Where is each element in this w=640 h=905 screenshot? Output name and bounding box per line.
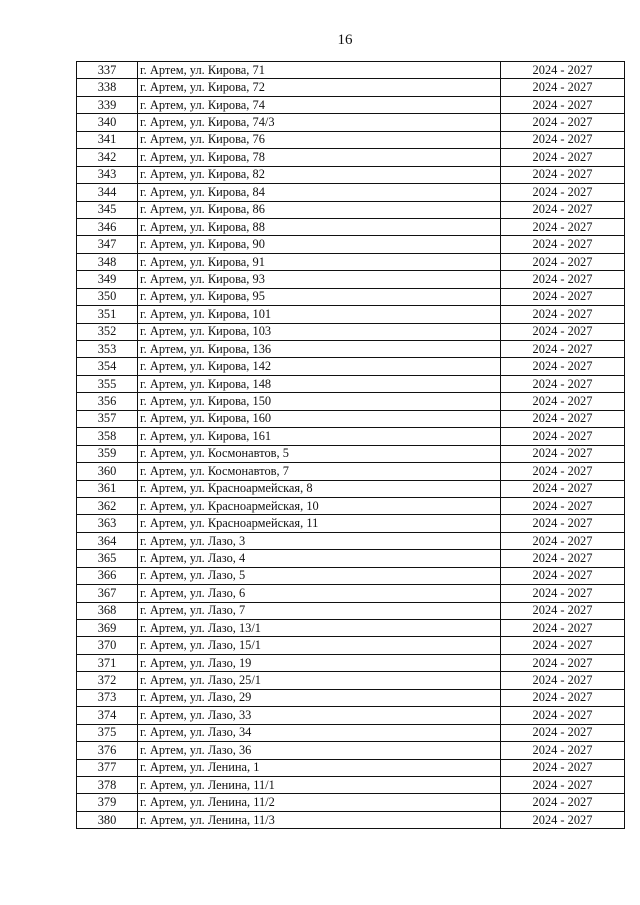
address-cell: г. Артем, ул. Красноармейская, 10: [138, 497, 501, 514]
period-cell: 2024 - 2027: [501, 236, 625, 253]
table-row: [77, 759, 625, 776]
table-row: [77, 393, 625, 410]
row-number-cell: 357: [77, 410, 138, 427]
table-row: [77, 96, 625, 113]
table-row: [77, 218, 625, 235]
row-number-cell: 373: [77, 689, 138, 706]
table-row: [77, 445, 625, 462]
row-number-cell: 372: [77, 672, 138, 689]
table-row: [77, 515, 625, 532]
table-row: [77, 724, 625, 741]
row-number-cell: 351: [77, 306, 138, 323]
address-cell: г. Артем, ул. Красноармейская, 8: [138, 480, 501, 497]
period-cell: 2024 - 2027: [501, 811, 625, 828]
period-cell: 2024 - 2027: [501, 620, 625, 637]
row-number-cell: 369: [77, 620, 138, 637]
address-cell: г. Артем, ул. Кирова, 72: [138, 79, 501, 96]
row-number-cell: 362: [77, 497, 138, 514]
table-row: [77, 585, 625, 602]
table-row: [77, 271, 625, 288]
row-number-cell: 338: [77, 79, 138, 96]
address-cell: г. Артем, ул. Кирова, 78: [138, 149, 501, 166]
table-row: [77, 532, 625, 549]
period-cell: 2024 - 2027: [501, 131, 625, 148]
period-cell: 2024 - 2027: [501, 480, 625, 497]
address-cell: г. Артем, ул. Кирова, 74: [138, 96, 501, 113]
table-row: [77, 480, 625, 497]
period-cell: 2024 - 2027: [501, 724, 625, 741]
address-cell: г. Артем, ул. Кирова, 93: [138, 271, 501, 288]
address-cell: г. Артем, ул. Кирова, 86: [138, 201, 501, 218]
period-cell: 2024 - 2027: [501, 428, 625, 445]
period-cell: 2024 - 2027: [501, 288, 625, 305]
period-cell: 2024 - 2027: [501, 585, 625, 602]
period-cell: 2024 - 2027: [501, 707, 625, 724]
row-number-cell: 361: [77, 480, 138, 497]
table-row: [77, 689, 625, 706]
period-cell: 2024 - 2027: [501, 253, 625, 270]
address-cell: г. Артем, ул. Кирова, 71: [138, 62, 501, 79]
period-cell: 2024 - 2027: [501, 375, 625, 392]
row-number-cell: 367: [77, 585, 138, 602]
period-cell: 2024 - 2027: [501, 184, 625, 201]
address-cell: г. Артем, ул. Ленина, 11/3: [138, 811, 501, 828]
period-cell: 2024 - 2027: [501, 201, 625, 218]
address-cell: г. Артем, ул. Кирова, 84: [138, 184, 501, 201]
address-table: [76, 61, 625, 829]
address-cell: г. Артем, ул. Космонавтов, 7: [138, 463, 501, 480]
row-number-cell: 375: [77, 724, 138, 741]
table-row: [77, 306, 625, 323]
row-number-cell: 343: [77, 166, 138, 183]
period-cell: 2024 - 2027: [501, 306, 625, 323]
table-row: [77, 776, 625, 793]
period-cell: 2024 - 2027: [501, 218, 625, 235]
period-cell: 2024 - 2027: [501, 463, 625, 480]
address-cell: г. Артем, ул. Лазо, 36: [138, 742, 501, 759]
address-cell: г. Артем, ул. Ленина, 1: [138, 759, 501, 776]
row-number-cell: 359: [77, 445, 138, 462]
row-number-cell: 337: [77, 62, 138, 79]
table-row: [77, 114, 625, 131]
row-number-cell: 339: [77, 96, 138, 113]
address-cell: г. Артем, ул. Кирова, 161: [138, 428, 501, 445]
period-cell: 2024 - 2027: [501, 515, 625, 532]
period-cell: 2024 - 2027: [501, 271, 625, 288]
period-cell: 2024 - 2027: [501, 550, 625, 567]
table-body: [77, 62, 625, 829]
period-cell: 2024 - 2027: [501, 497, 625, 514]
address-cell: г. Артем, ул. Лазо, 6: [138, 585, 501, 602]
address-cell: г. Артем, ул. Лазо, 34: [138, 724, 501, 741]
address-cell: г. Артем, ул. Кирова, 136: [138, 341, 501, 358]
row-number-cell: 349: [77, 271, 138, 288]
period-cell: 2024 - 2027: [501, 149, 625, 166]
period-cell: 2024 - 2027: [501, 445, 625, 462]
address-cell: г. Артем, ул. Ленина, 11/1: [138, 776, 501, 793]
row-number-cell: 366: [77, 567, 138, 584]
address-cell: г. Артем, ул. Красноармейская, 11: [138, 515, 501, 532]
table-row: [77, 811, 625, 828]
row-number-cell: 370: [77, 637, 138, 654]
address-cell: г. Артем, ул. Кирова, 82: [138, 166, 501, 183]
table-row: [77, 201, 625, 218]
period-cell: 2024 - 2027: [501, 62, 625, 79]
row-number-cell: 364: [77, 532, 138, 549]
row-number-cell: 358: [77, 428, 138, 445]
table-row: [77, 620, 625, 637]
table-row: [77, 149, 625, 166]
address-cell: г. Артем, ул. Кирова, 103: [138, 323, 501, 340]
period-cell: 2024 - 2027: [501, 166, 625, 183]
address-cell: г. Артем, ул. Кирова, 150: [138, 393, 501, 410]
row-number-cell: 347: [77, 236, 138, 253]
row-number-cell: 365: [77, 550, 138, 567]
table-row: [77, 184, 625, 201]
row-number-cell: 353: [77, 341, 138, 358]
period-cell: 2024 - 2027: [501, 689, 625, 706]
address-cell: г. Артем, ул. Лазо, 33: [138, 707, 501, 724]
table-row: [77, 672, 625, 689]
table-row: [77, 79, 625, 96]
row-number-cell: 354: [77, 358, 138, 375]
row-number-cell: 342: [77, 149, 138, 166]
row-number-cell: 348: [77, 253, 138, 270]
row-number-cell: 380: [77, 811, 138, 828]
period-cell: 2024 - 2027: [501, 358, 625, 375]
period-cell: 2024 - 2027: [501, 532, 625, 549]
address-cell: г. Артем, ул. Лазо, 15/1: [138, 637, 501, 654]
address-cell: г. Артем, ул. Кирова, 91: [138, 253, 501, 270]
row-number-cell: 341: [77, 131, 138, 148]
table-row: [77, 463, 625, 480]
table-row: [77, 637, 625, 654]
period-cell: 2024 - 2027: [501, 776, 625, 793]
address-cell: г. Артем, ул. Лазо, 5: [138, 567, 501, 584]
period-cell: 2024 - 2027: [501, 672, 625, 689]
row-number-cell: 345: [77, 201, 138, 218]
period-cell: 2024 - 2027: [501, 602, 625, 619]
page-number: 16: [337, 32, 353, 48]
period-cell: 2024 - 2027: [501, 410, 625, 427]
row-number-cell: 355: [77, 375, 138, 392]
period-cell: 2024 - 2027: [501, 341, 625, 358]
address-cell: г. Артем, ул. Кирова, 101: [138, 306, 501, 323]
address-cell: г. Артем, ул. Лазо, 7: [138, 602, 501, 619]
row-number-cell: 360: [77, 463, 138, 480]
address-cell: г. Артем, ул. Кирова, 74/3: [138, 114, 501, 131]
table-row: [77, 341, 625, 358]
table-row: [77, 131, 625, 148]
period-cell: 2024 - 2027: [501, 79, 625, 96]
row-number-cell: 352: [77, 323, 138, 340]
table-row: [77, 567, 625, 584]
period-cell: 2024 - 2027: [501, 96, 625, 113]
address-cell: г. Артем, ул. Кирова, 148: [138, 375, 501, 392]
table-row: [77, 253, 625, 270]
table-row: [77, 62, 625, 79]
row-number-cell: 378: [77, 776, 138, 793]
address-cell: г. Артем, ул. Кирова, 76: [138, 131, 501, 148]
table-row: [77, 742, 625, 759]
row-number-cell: 371: [77, 654, 138, 671]
address-cell: г. Артем, ул. Кирова, 88: [138, 218, 501, 235]
table-row: [77, 550, 625, 567]
period-cell: 2024 - 2027: [501, 654, 625, 671]
row-number-cell: 350: [77, 288, 138, 305]
address-cell: г. Артем, ул. Ленина, 11/2: [138, 794, 501, 811]
table-row: [77, 654, 625, 671]
row-number-cell: 368: [77, 602, 138, 619]
row-number-cell: 346: [77, 218, 138, 235]
row-number-cell: 376: [77, 742, 138, 759]
table-row: [77, 707, 625, 724]
table-row: [77, 323, 625, 340]
row-number-cell: 356: [77, 393, 138, 410]
table-row: [77, 428, 625, 445]
address-cell: г. Артем, ул. Лазо, 25/1: [138, 672, 501, 689]
address-cell: г. Артем, ул. Лазо, 29: [138, 689, 501, 706]
row-number-cell: 340: [77, 114, 138, 131]
table-row: [77, 288, 625, 305]
period-cell: 2024 - 2027: [501, 637, 625, 654]
period-cell: 2024 - 2027: [501, 742, 625, 759]
address-cell: г. Артем, ул. Лазо, 3: [138, 532, 501, 549]
period-cell: 2024 - 2027: [501, 794, 625, 811]
row-number-cell: 374: [77, 707, 138, 724]
address-cell: г. Артем, ул. Кирова, 90: [138, 236, 501, 253]
address-cell: г. Артем, ул. Космонавтов, 5: [138, 445, 501, 462]
table-row: [77, 166, 625, 183]
table-row: [77, 236, 625, 253]
period-cell: 2024 - 2027: [501, 323, 625, 340]
period-cell: 2024 - 2027: [501, 759, 625, 776]
row-number-cell: 379: [77, 794, 138, 811]
address-cell: г. Артем, ул. Лазо, 13/1: [138, 620, 501, 637]
table-row: [77, 375, 625, 392]
address-cell: г. Артем, ул. Кирова, 142: [138, 358, 501, 375]
row-number-cell: 377: [77, 759, 138, 776]
table-row: [77, 602, 625, 619]
period-cell: 2024 - 2027: [501, 393, 625, 410]
period-cell: 2024 - 2027: [501, 567, 625, 584]
address-cell: г. Артем, ул. Кирова, 160: [138, 410, 501, 427]
address-cell: г. Артем, ул. Лазо, 19: [138, 654, 501, 671]
address-cell: г. Артем, ул. Лазо, 4: [138, 550, 501, 567]
table-row: [77, 497, 625, 514]
table-row: [77, 410, 625, 427]
address-cell: г. Артем, ул. Кирова, 95: [138, 288, 501, 305]
table-row: [77, 794, 625, 811]
period-cell: 2024 - 2027: [501, 114, 625, 131]
row-number-cell: 363: [77, 515, 138, 532]
table-row: [77, 358, 625, 375]
row-number-cell: 344: [77, 184, 138, 201]
